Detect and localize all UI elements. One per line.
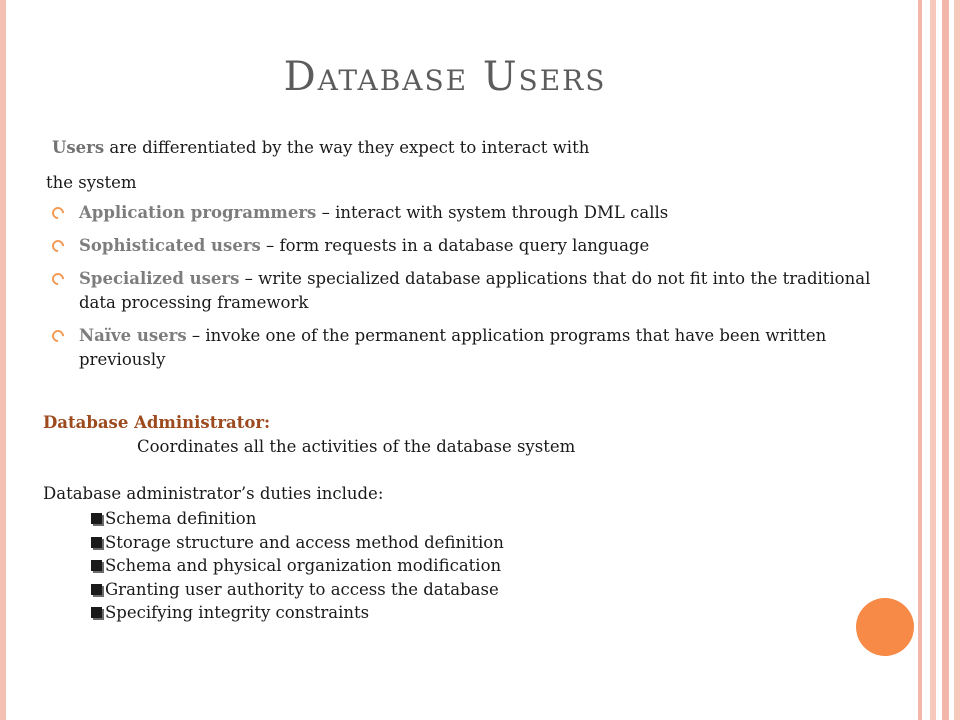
checkbox-bullet-icon bbox=[91, 584, 102, 595]
user-type-term: Sophisticated users bbox=[79, 236, 261, 255]
user-type-term: Application programmers bbox=[79, 203, 317, 222]
slide-title: Database Users bbox=[283, 54, 607, 100]
bullet-icon bbox=[50, 328, 67, 345]
decorative-orange-circle bbox=[856, 598, 914, 656]
list-item bbox=[91, 531, 504, 555]
list-item bbox=[91, 601, 504, 625]
checkbox-bullet-icon bbox=[91, 607, 102, 618]
list-item bbox=[52, 324, 902, 372]
intro-line-2: the system bbox=[46, 173, 137, 192]
intro-highlight: Users bbox=[52, 138, 105, 157]
user-type-description: – write specialized database applications that do not fit into the traditional data processing framework bbox=[79, 269, 871, 312]
duty-text: Schema and physical organization modification bbox=[105, 556, 502, 575]
bullet-icon bbox=[50, 238, 67, 255]
user-type-description: – form requests in a database query language bbox=[260, 236, 650, 255]
user-types-list bbox=[52, 201, 902, 381]
intro-line-1 bbox=[52, 137, 872, 158]
list-item bbox=[91, 554, 504, 578]
intro-text: are differentiated by the way they expect to interact with bbox=[104, 138, 590, 157]
checkbox-bullet-icon bbox=[91, 560, 102, 571]
bullet-icon bbox=[50, 205, 67, 222]
duty-text: Schema definition bbox=[105, 509, 257, 528]
left-frame-stripe bbox=[0, 0, 6, 720]
duty-text: Granting user authority to access the database bbox=[105, 579, 499, 599]
bullet-icon bbox=[50, 271, 67, 288]
user-type-term: Naïve users bbox=[79, 326, 187, 345]
dba-heading: Database Administrator: bbox=[43, 413, 271, 432]
user-type-description: – interact with system through DML calls bbox=[316, 203, 669, 222]
duties-list bbox=[91, 507, 504, 625]
checkbox-bullet-icon bbox=[91, 513, 102, 524]
list-item bbox=[52, 234, 902, 258]
list-item bbox=[52, 267, 902, 315]
duties-heading: Database administrator’s duties include: bbox=[43, 484, 384, 503]
list-item bbox=[91, 578, 504, 602]
duty-text: Storage structure and access method definition bbox=[105, 532, 504, 552]
checkbox-bullet-icon bbox=[91, 537, 102, 548]
dba-description: Coordinates all the activities of the database system bbox=[137, 437, 576, 456]
user-type-term: Specialized users bbox=[79, 269, 240, 288]
right-frame-stripes bbox=[918, 0, 960, 720]
list-item bbox=[91, 507, 504, 531]
list-item bbox=[52, 201, 902, 225]
duty-text: Specifying integrity constraints bbox=[105, 603, 370, 622]
user-type-description: – invoke one of the permanent application programs that have been written previously bbox=[79, 326, 827, 369]
